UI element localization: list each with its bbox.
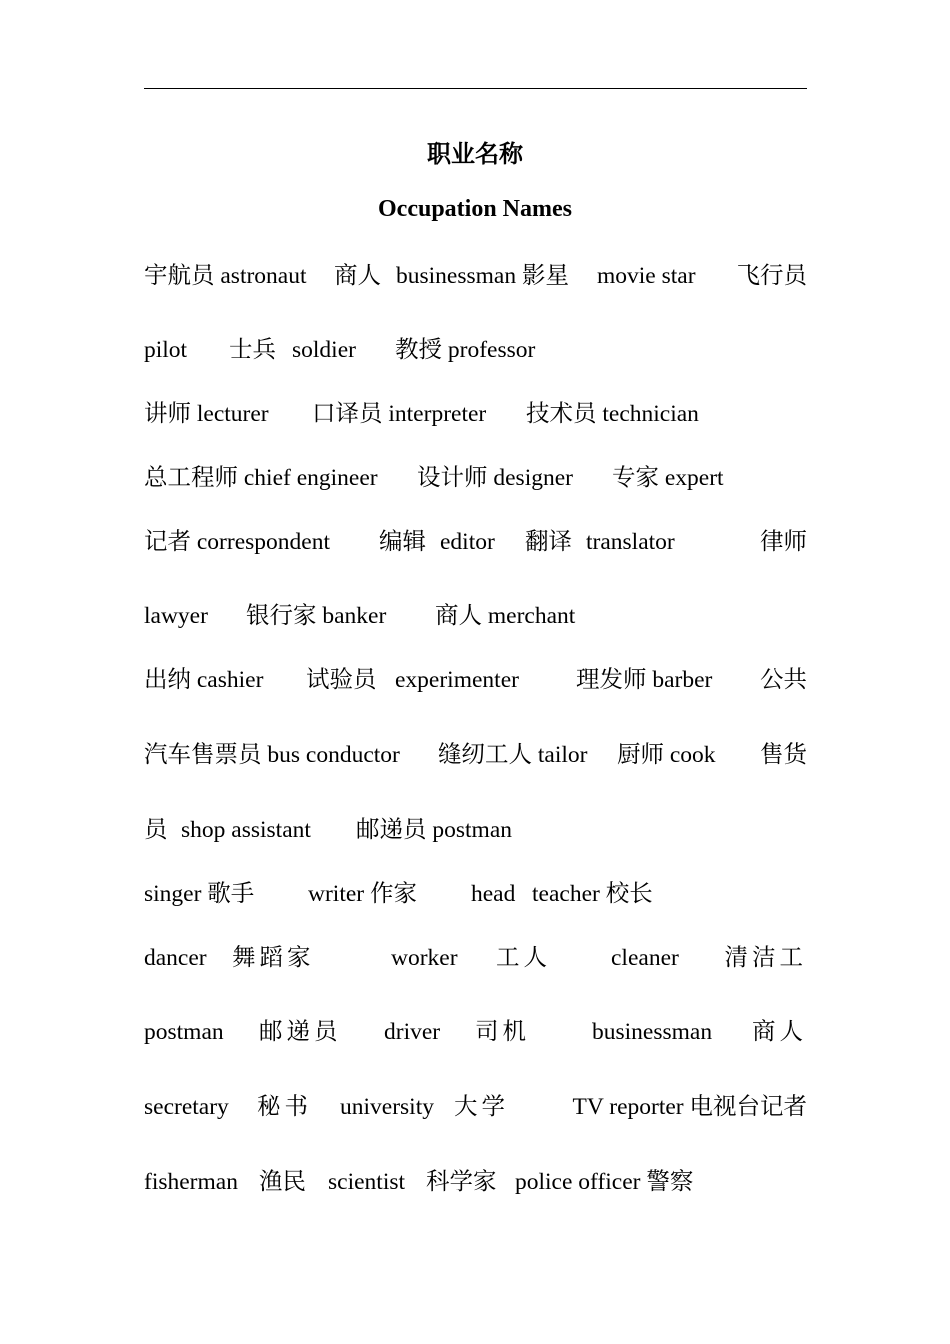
term: postman: [144, 1019, 224, 1045]
term: 口译员 interpreter: [312, 401, 487, 427]
text-line-4: [144, 463, 807, 493]
term: 大学: [454, 1094, 509, 1120]
term: movie star: [597, 263, 696, 289]
title-english: Occupation Names: [378, 196, 572, 222]
term: 缝纫工人 tailor: [438, 742, 588, 768]
term: teacher 校长: [532, 881, 653, 907]
term: 试验员: [306, 667, 377, 693]
term: TV reporter 电视台记者: [572, 1094, 807, 1120]
term: university: [340, 1094, 434, 1120]
term: worker: [391, 945, 458, 971]
text-line-7: [144, 665, 807, 695]
term: 设计师 designer: [417, 465, 573, 491]
term: 公共: [760, 667, 807, 693]
term: 出纳 cashier: [144, 667, 264, 693]
header-rule: [144, 88, 807, 89]
term: 商人: [752, 1019, 807, 1045]
term: 秘书: [257, 1094, 312, 1120]
term: 士兵: [229, 337, 276, 363]
term: 宇航员 astronaut: [144, 263, 307, 289]
term: police officer 警察: [515, 1169, 694, 1195]
text-line-14: [144, 1167, 807, 1197]
term: fisherman: [144, 1169, 238, 1195]
term: 翻译: [525, 529, 572, 555]
term: 讲师 lecturer: [144, 401, 269, 427]
text-line-8: [144, 740, 807, 770]
term: 司机: [475, 1019, 530, 1045]
term: head: [471, 881, 516, 907]
term: 专家 expert: [612, 465, 724, 491]
term: 编辑: [379, 529, 426, 555]
term: 技术员 technician: [526, 401, 699, 427]
term: secretary: [144, 1094, 229, 1120]
term: writer 作家: [308, 881, 417, 907]
term: cleaner: [611, 945, 679, 971]
text-line-3: [144, 399, 807, 429]
term: driver: [384, 1019, 441, 1045]
term: 律师: [760, 529, 807, 555]
text-line-11: [144, 943, 807, 973]
term: shop assistant: [181, 817, 311, 843]
text-line-9: [144, 815, 807, 845]
term: 飞行员: [736, 263, 807, 289]
term: 科学家: [426, 1169, 497, 1195]
term: 厨师 cook: [617, 742, 716, 768]
term: 教授 professor: [395, 337, 536, 363]
text-line-12: [144, 1017, 807, 1047]
text-line-10: [144, 879, 807, 909]
text-line-6: [144, 601, 807, 631]
term: 银行家 banker: [246, 603, 387, 629]
term: experimenter: [395, 667, 519, 693]
term: 渔民: [259, 1169, 306, 1195]
term: 总工程师 chief engineer: [144, 465, 378, 491]
term: 员: [144, 817, 168, 843]
text-line-2: [144, 335, 807, 365]
term: 商人 merchant: [435, 603, 576, 629]
term: businessman 影星: [396, 263, 569, 289]
term: 舞蹈家: [232, 945, 315, 971]
text-line-5: [144, 527, 807, 557]
term: 记者 correspondent: [144, 529, 330, 555]
term: 理发师 barber: [576, 667, 713, 693]
term: 邮递员 postman: [356, 817, 513, 843]
term: 清洁工: [724, 945, 807, 971]
term: 汽车售票员 bus conductor: [144, 742, 400, 768]
term: dancer: [144, 945, 207, 971]
term: 邮递员: [259, 1019, 342, 1045]
term: scientist: [328, 1169, 406, 1195]
term: editor: [440, 529, 495, 555]
term: soldier: [292, 337, 356, 363]
term: singer 歌手: [144, 881, 255, 907]
title-chinese: 职业名称: [427, 142, 523, 168]
term: pilot: [144, 337, 188, 363]
term: businessman: [592, 1019, 713, 1045]
term: translator: [586, 529, 675, 555]
term: 工人: [496, 945, 551, 971]
term: 商人: [334, 263, 381, 289]
text-line-1: [144, 261, 807, 291]
term: 售货: [760, 742, 807, 768]
text-line-13: [144, 1092, 807, 1122]
term: lawyer: [144, 603, 208, 629]
